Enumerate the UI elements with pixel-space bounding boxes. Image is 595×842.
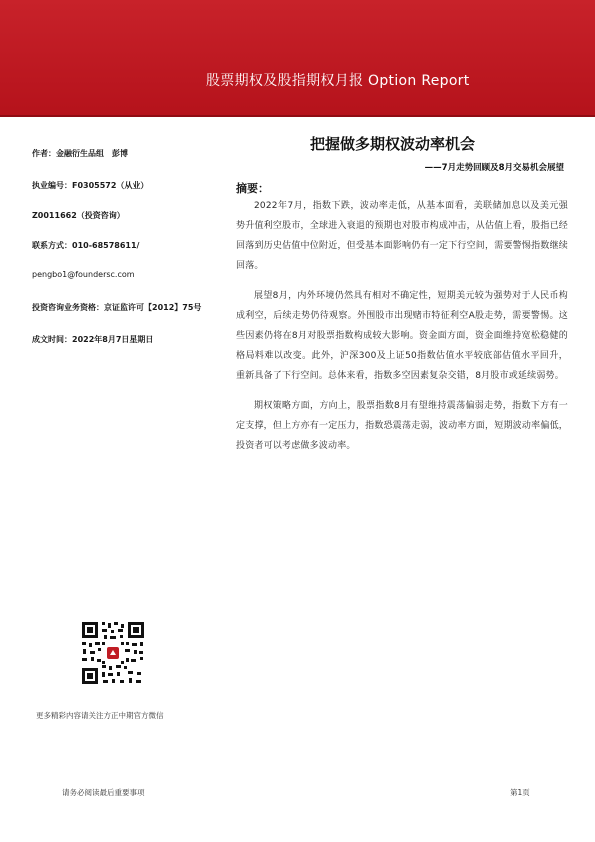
report-series-title: 股票期权及股指期权月报 Option Report [206, 73, 470, 89]
abstract-body [236, 196, 568, 466]
publish-date: 成文时间：2022年8月7日星期日 [32, 335, 154, 344]
report-subtitle: ——7月走势回顾及8月交易机会展望 [424, 163, 564, 173]
qr-caption: 更多精彩内容请关注方正中期官方微信 [36, 711, 164, 720]
report-title: 把握做多期权波动率机会 [310, 135, 476, 153]
footer-notice: 请务必阅读最后重要事项 [62, 788, 145, 797]
contact-email[interactable]: pengbo1@foundersc.com [32, 270, 135, 279]
abstract-paragraph: 展望8月，内外环境仍然具有相对不确定性，短期美元较为强势对于人民币构成利空，后续走势仍待观察。外围股市出现赌市特征利空A股走势，需要警惕。这些因素仍将在8月对股票指数构成较大影响。资金面方面，资金面维持宽松稳健的格局料难以改变。此外，沪深300及上证50指数估值水平较底部估值水平回升，重新具备了下行空间。总体来看，指数多空因素复杂交错，8月股市或延续弱势。 [236, 291, 568, 381]
abstract-paragraph: 期权策略方面，方向上，股票指数8月有望维持震荡偏弱走势，指数下方有一定支撑，但上方亦有一定压力，指数恐震荡走弱，波动率方面，短期波动率偏低，投资者可以考虑做多波动率。 [236, 401, 568, 451]
header-banner [0, 0, 595, 117]
contact-phone: 联系方式：010-68578611/ [32, 241, 140, 250]
author-line: 作者：金融衍生品组 彭博 [32, 149, 128, 158]
abstract-label: 摘要： [236, 182, 269, 195]
page-number: 第1页 [510, 788, 530, 797]
license-number: 执业编号：F0305572（从业） [32, 181, 149, 190]
qr-code-icon [80, 620, 146, 686]
qualification: 投资咨询业务资格：京证监许可【2012】75号 [32, 303, 202, 312]
consult-number: Z0011662（投资咨询） [32, 211, 125, 220]
abstract-paragraph: 2022年7月，指数下跌，波动率走低，从基本面看，美联储加息以及美元强势升值利空股市，全球进入衰退的预期也对股市构成冲击，从估值上看，股指已经回落到历史估值中位附近，但受基本面影响仍有一定下行空间，需要警惕指数继续回落。 [236, 201, 568, 271]
